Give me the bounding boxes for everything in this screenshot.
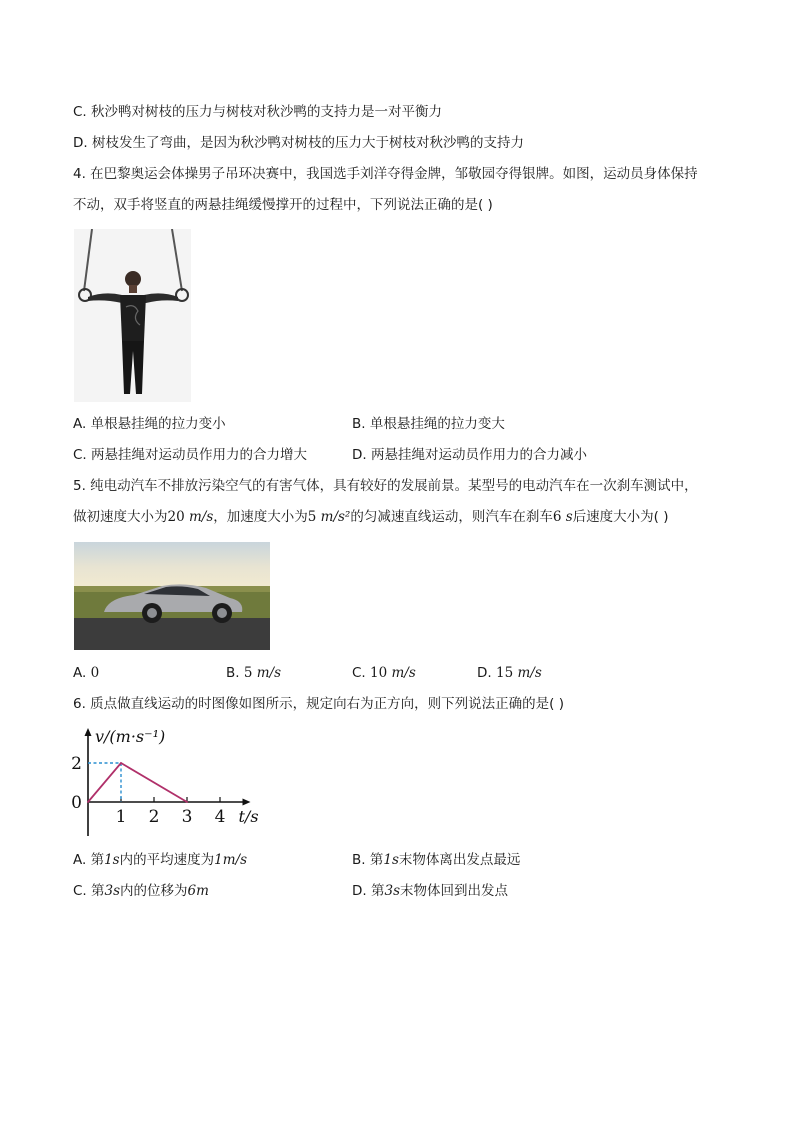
q5-unit-ms: m/s [188, 509, 214, 525]
q6-option-b-time: 1s [383, 852, 399, 868]
q5-stem-text-a: 做初速度大小为 [73, 509, 168, 525]
q6-option-a-text: A. 第 [73, 852, 105, 868]
q6-option-c-text2: 内的位移为 [120, 883, 188, 899]
q5-unit-s: s [565, 509, 573, 525]
y-axis-label: v/(m·s⁻¹) [95, 727, 166, 746]
q4-stem-line1: 4. 在巴黎奥运会体操男子吊环决赛中，我国选手刘洋夺得金牌，邹敬园夺得银牌。如图，运动员身体保持 [73, 166, 698, 182]
y-tick-label-2: 2 [71, 754, 82, 774]
q6-option-a-time: 1s [104, 852, 120, 868]
q6-option-a-text2: 内的平均速度为 [119, 852, 215, 868]
electric-car-image [74, 542, 270, 650]
q5-option-d-value: 15 [495, 665, 514, 681]
q5-option-b-value: 5 [243, 665, 253, 681]
x-axis-label: t/s [238, 807, 259, 826]
q6-option-c-text: C. 第 [73, 883, 105, 899]
q5-stem-text-c: 的匀减速直线运动，则汽车在刹车 [350, 509, 553, 525]
q6-option-b [352, 850, 520, 870]
q6-option-d-text: D. 第 [352, 883, 385, 899]
y-tick-label-0: 0 [71, 793, 82, 813]
q5-option-d-unit: m/s [517, 665, 542, 681]
q4-option-b: B. 单根悬挂绳的拉力变大 [352, 416, 505, 432]
q6-option-d [352, 881, 508, 901]
q6-option-c-value: 6m [187, 883, 209, 899]
q5-option-b-unit: m/s [256, 665, 282, 681]
q6-option-b-text: B. 第 [352, 852, 384, 868]
q4-stem-line2: 不动，双手将竖直的两悬挂绳缓慢撑开的过程中，下列说法正确的是( ) [73, 197, 493, 213]
q6-option-a-value: 1m/s [214, 852, 247, 868]
x-axis-arrow [243, 799, 251, 806]
q6-option-a [73, 850, 247, 870]
data-point-2 [186, 801, 188, 803]
q3-option-c: C. 秋沙鸭对树枝的压力与树枝对秋沙鸭的支持力是一对平衡力 [73, 104, 443, 120]
q5-option-a-value: 0 [90, 665, 100, 681]
x-tick-label-4: 4 [214, 807, 226, 827]
q5-option-c-label: C. [352, 665, 366, 681]
q5-option-c [352, 663, 416, 683]
q6-option-d-text2: 末物体回到出发点 [400, 883, 509, 899]
q6-option-b-text2: 末物体离出发点最远 [398, 852, 521, 868]
q5-unit-ms2: m/s² [320, 509, 351, 525]
series-line-velocity [88, 763, 187, 802]
q6-stem: 6. 质点做直线运动的时图像如图所示，规定向右为正方向，则下列说法正确的是( ) [73, 696, 564, 712]
q5-stem-text-d: 后速度大小为( ) [572, 509, 669, 525]
q5-option-b [226, 663, 281, 683]
x-tick-label-2: 2 [148, 807, 160, 827]
q5-acceleration: 5 [307, 509, 317, 525]
y-axis-arrow [85, 728, 92, 736]
q5-option-c-unit: m/s [391, 665, 416, 681]
q5-option-a [73, 663, 99, 683]
q5-option-d-label: D. [477, 665, 492, 681]
x-tick-label-3: 3 [181, 807, 193, 827]
q5-stem-line1: 5. 纯电动汽车不排放污染空气的有害气体，具有较好的发展前景。某型号的电动汽车在一次刹车测试中， [73, 478, 698, 494]
velocity-time-graph [70, 724, 270, 839]
q5-stem-text-b: ，加速度大小为 [213, 509, 308, 525]
q6-option-c [73, 881, 209, 901]
q5-option-c-value: 10 [370, 665, 388, 681]
gymnast-rings-image [74, 229, 191, 402]
q5-time: 6 [552, 509, 562, 525]
data-point-0 [87, 801, 89, 803]
q5-option-a-label: A. [73, 665, 87, 681]
q5-initial-velocity: 20 [167, 509, 185, 525]
x-tick-label-1: 1 [115, 807, 127, 827]
q5-stem-line2 [73, 507, 669, 527]
data-point-1 [120, 762, 122, 764]
q4-option-a: A. 单根悬挂绳的拉力变小 [73, 416, 226, 432]
q6-option-c-time: 3s [104, 883, 121, 899]
q6-option-d-time: 3s [384, 883, 401, 899]
q5-option-d [477, 663, 542, 683]
q3-option-d: D. 树枝发生了弯曲，是因为秋沙鸭对树枝的压力大于树枝对秋沙鸭的支持力 [73, 135, 524, 151]
q5-option-b-label: B. [226, 665, 240, 681]
q4-option-d: D. 两悬挂绳对运动员作用力的合力减小 [352, 447, 587, 463]
q4-option-c: C. 两悬挂绳对运动员作用力的合力增大 [73, 447, 308, 463]
